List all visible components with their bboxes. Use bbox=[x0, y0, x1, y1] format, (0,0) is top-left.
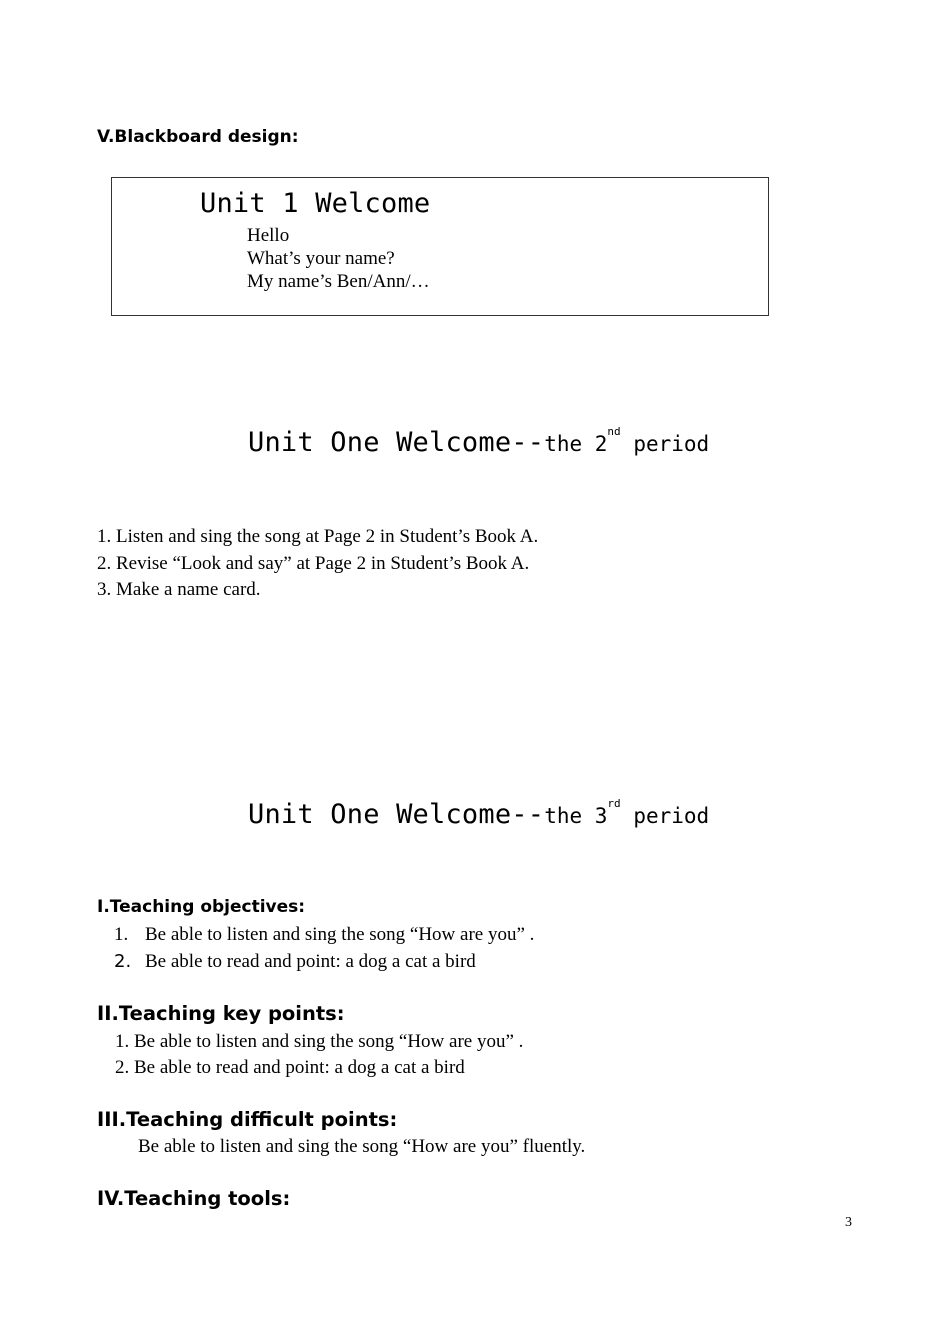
objective-number: 1. bbox=[114, 924, 129, 945]
objective-text: Be able to listen and sing the song “How are you” . bbox=[145, 924, 535, 945]
tools-heading: IV.Teaching tools: bbox=[97, 1187, 291, 1210]
key-points-heading: II.Teaching key points: bbox=[97, 1002, 345, 1025]
blackboard-title: Unit 1 Welcome bbox=[200, 188, 431, 219]
difficult-points-heading: III.Teaching difficult points: bbox=[97, 1108, 398, 1131]
period3-title: Unit One Welcome--the 3rd period bbox=[248, 797, 710, 830]
page-number: 3 bbox=[845, 1215, 852, 1230]
period2-item: 3. Make a name card. bbox=[97, 579, 261, 600]
blackboard-box bbox=[111, 177, 769, 316]
objectives-heading: I.Teaching objectives: bbox=[97, 897, 306, 917]
blackboard-heading: V.Blackboard design: bbox=[97, 127, 299, 147]
difficult-points-text: Be able to listen and sing the song “How are you” fluently. bbox=[138, 1136, 586, 1157]
objective-text: Be able to read and point: a dog a cat a bird bbox=[145, 951, 476, 972]
blackboard-line: Hello bbox=[247, 225, 290, 246]
blackboard-line: What’s your name? bbox=[247, 248, 395, 269]
key-point-item: 2. Be able to read and point: a dog a cat a bird bbox=[115, 1057, 465, 1078]
period2-item: 2. Revise “Look and say” at Page 2 in Student’s Book A. bbox=[97, 553, 530, 574]
key-point-item: 1. Be able to listen and sing the song “How are you” . bbox=[115, 1031, 524, 1052]
period2-title: Unit One Welcome--the 2nd period bbox=[248, 425, 710, 458]
period2-item: 1. Listen and sing the song at Page 2 in Student’s Book A. bbox=[97, 526, 539, 547]
blackboard-line: My name’s Ben/Ann/… bbox=[247, 271, 430, 292]
objective-number: 2. bbox=[114, 951, 132, 972]
